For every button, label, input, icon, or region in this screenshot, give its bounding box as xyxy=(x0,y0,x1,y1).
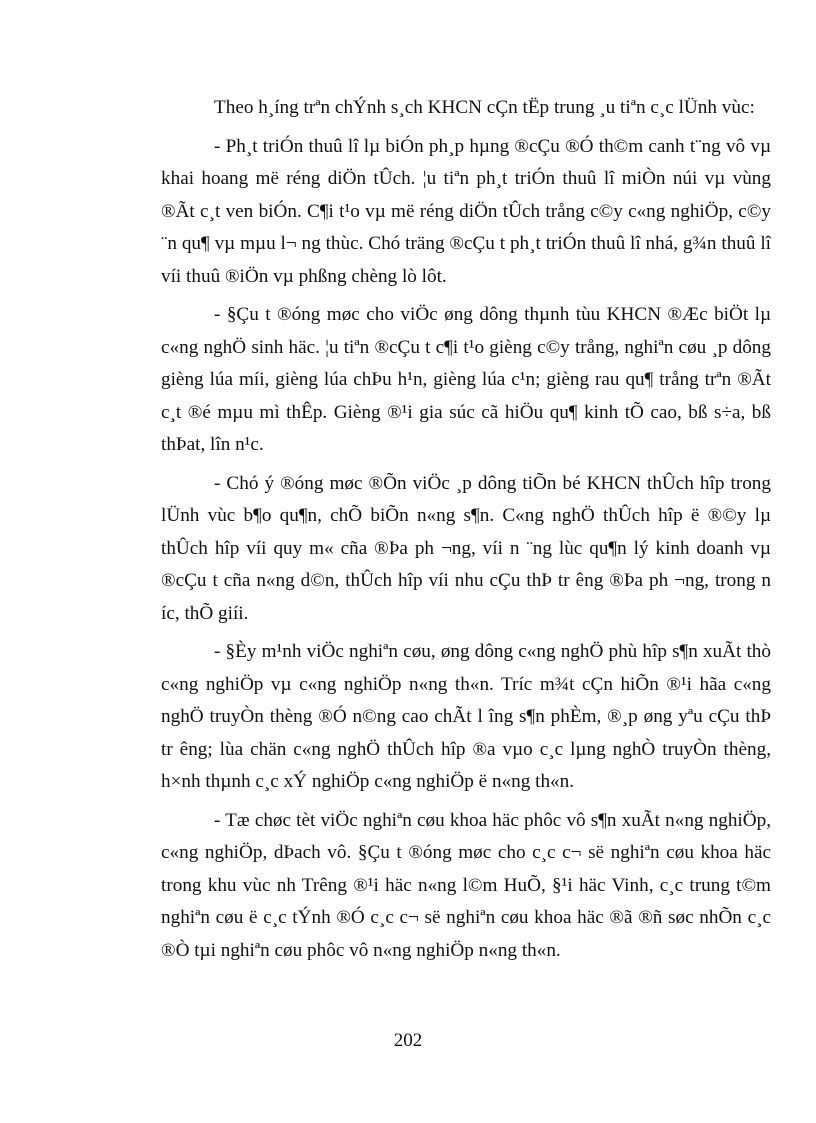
paragraph-research: - Tæ chøc tèt viÖc nghiªn cøu khoa häc phôc vô s¶n xuÃt n«ng nghiÖp, c«ng nghiÖp, dÞach vô. §Çu t ®óng møc cho c¸c c¬ së nghiªn cøu khoa häc trong khu vùc nh Trêng ®¹i häc n«ng l©m HuÕ, §¹i häc Vinh, c¸c trung t©m nghiªn cøu ë c¸c tÝnh ®Ó c¸c c¬ së nghiªn cøu khoa häc ®ã ®ñ søc nhÕn c¸c ®Ò tµi nghiªn cøu phôc vô n«ng nghiÖp n«ng th«n. xyxy=(161,809,771,961)
paragraph-intro: Theo h¸íng trªn chÝnh s¸ch KHCN cÇn tËp trung ¸u tiªn c¸c lÜnh vùc: xyxy=(214,97,755,118)
paragraph-craft-industry: - §Èy m¹nh viÖc nghiªn cøu, øng dông c«ng nghÖ phù hîp s¶n xuÃt thò c«ng nghiÖp vµ c«ng nghiÖp n«ng th«n. Tríc m¾t cÇn hiÕn ®¹i hãa c«ng nghÖ truyÒn thèng ®Ó n©ng cao chÃt l îng s¶n phÈm, ®¸p øng yªu cÇu thÞ tr êng; lùa chän c«ng nghÖ thÛch hîp ®a vµo c¸c lµng nghÒ truyÒn thèng, h×nh thµnh c¸c xÝ nghiÖp c«ng nghiÖp ë n«ng th«n. xyxy=(161,641,771,792)
body-text xyxy=(161,92,771,967)
page-number: 202 xyxy=(393,1030,423,1051)
paragraph-preservation: - Chó ý ®óng møc ®Õn viÖc ¸p dông tiÕn bé KHCN thÛch hîp trong lÜnh vùc b¶o qu¶n, chÕ biÕn n«ng s¶n. C«ng nghÖ thÛch hîp ë ®©y lµ thÛch hîp víi quy m« cña ®Þa ph ¬ng, víi n ¨ng lùc qu¶n lý kinh doanh vµ ®cÇu t cña n«ng d©n, thÛch hîp víi nhu cÇu thÞ tr êng ®Þa ph ¬ng, trong n íc, thÕ giíi. xyxy=(161,472,771,624)
paragraph-irrigation: - Ph¸t triÓn thuû lî lµ biÓn ph¸p hµng ®cÇu ®Ó th©m canh t¨ng vô vµ khai hoang më réng diÖn tÛch. ¦u tiªn ph¸t triÓn thuû lî miÒn núi vµ vùng ®Ãt c¸t ven biÓn. C¶i t¹o vµ më réng diÖn tÛch trång c©y c«ng nghiÖp, c©y ¨n qu¶ vµ mµu l¬ ng thùc. Chó träng ®cÇu t ph¸t triÓn thuû lî nhá, g¾n thuû lî víi thuû ®iÖn vµ phßng chèng lò lôt. xyxy=(161,135,771,287)
paragraph-biotech: - §Çu t ®óng møc cho viÖc øng dông thµnh tùu KHCN ®Æc biÖt lµ c«ng nghÖ sinh häc. ¦u tiªn ®cÇu t c¶i t¹o gièng c©y trång, nghiªn cøu ¸p dông gièng lúa míi, gièng lúa chÞu h¹n, gièng lúa c¹n; gièng rau qu¶ trång trªn ®Ãt c¸t ®é mµu mì thÊp. Gièng ®¹i gia súc cã hiÖu qu¶ kinh tÕ cao, bß s÷a, bß thÞat, lîn n¹c. xyxy=(161,304,771,455)
